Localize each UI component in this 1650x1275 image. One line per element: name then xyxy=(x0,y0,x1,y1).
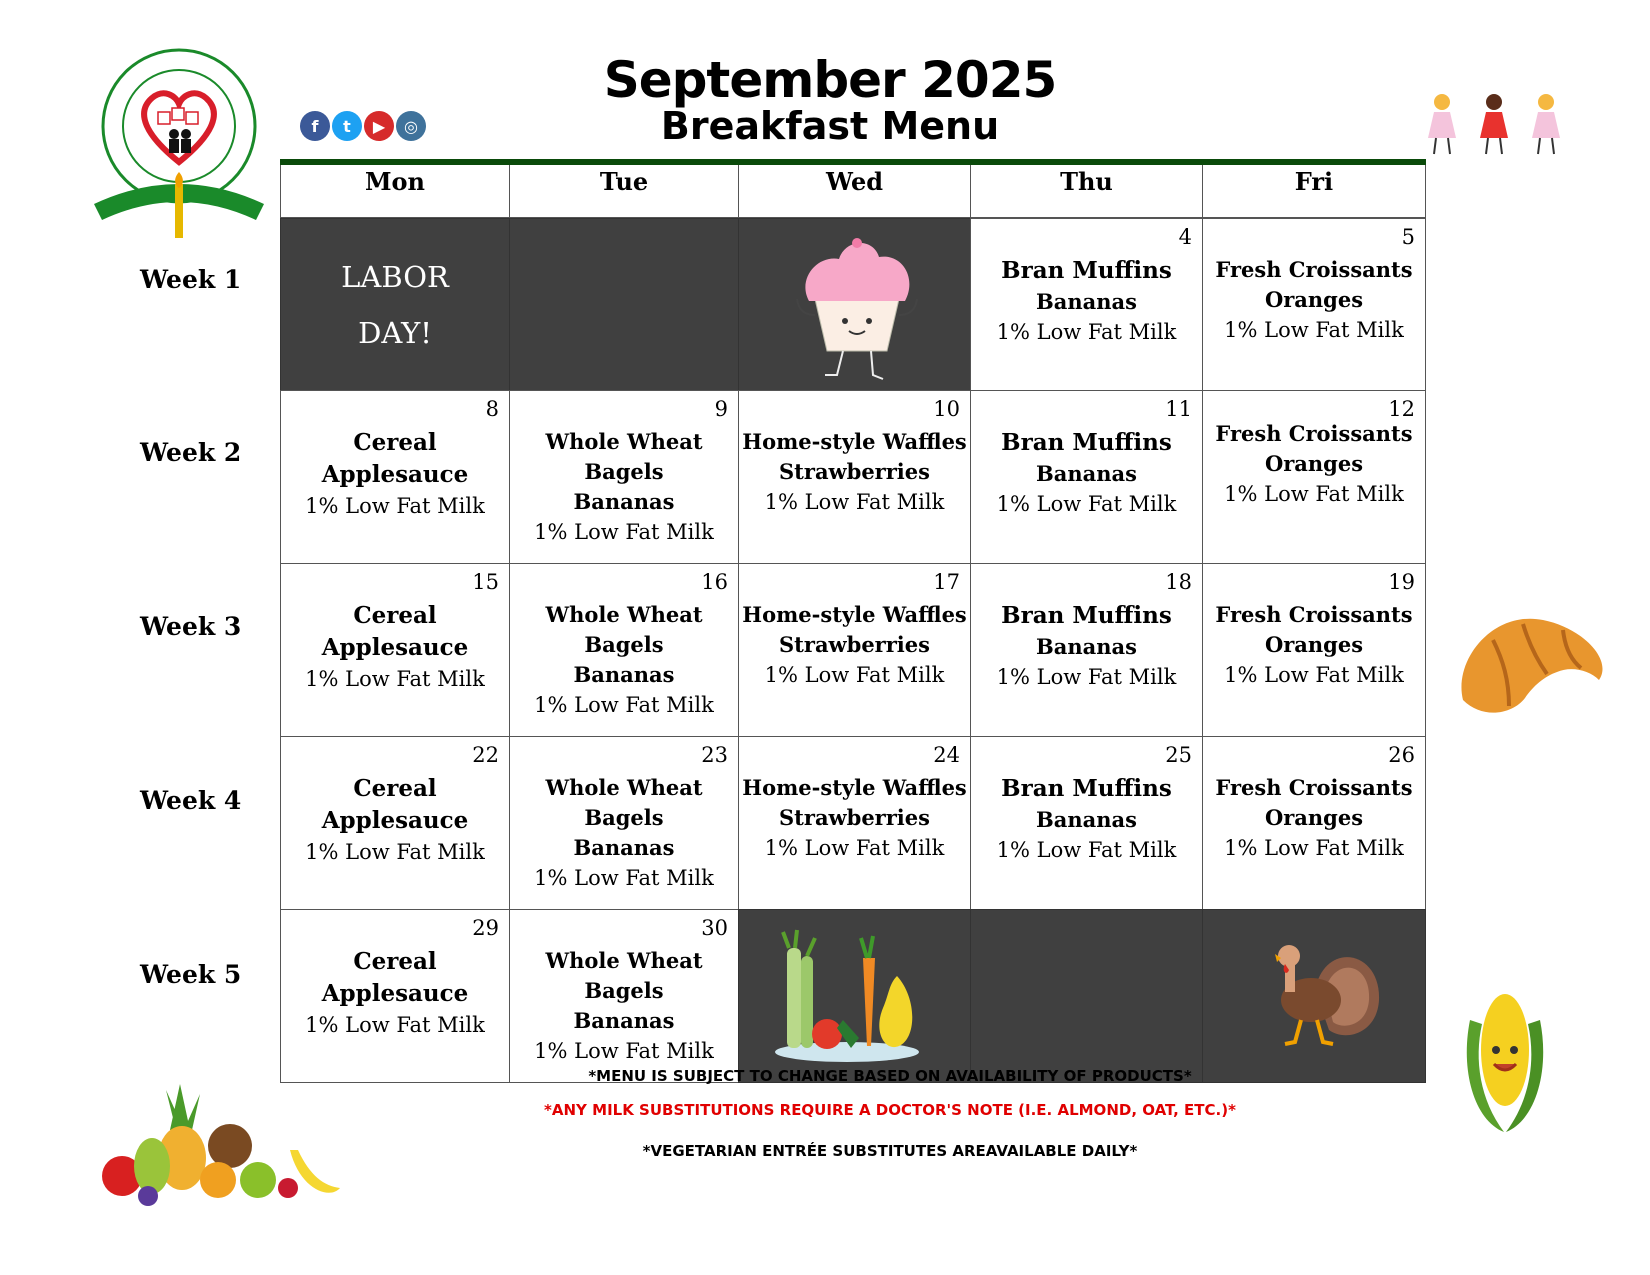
menu-entree: Fresh Croissants xyxy=(1215,421,1413,446)
menu-entree: Cereal xyxy=(353,429,437,456)
dancing-kids-image xyxy=(1410,88,1580,164)
menu-entree: Bran Muffins xyxy=(1001,257,1172,284)
cell-tue-30 xyxy=(509,909,739,1083)
menu-fruit: Bananas xyxy=(1036,289,1137,314)
menu-milk: 1% Low Fat Milk xyxy=(1224,318,1404,342)
page-title: September 2025 xyxy=(603,51,1057,109)
menu-entree: Fresh Croissants xyxy=(1215,775,1413,800)
date-number: 15 xyxy=(472,570,499,594)
week-label-4: Week 4 xyxy=(140,786,242,815)
corn-image xyxy=(1460,980,1550,1144)
date-number: 23 xyxy=(701,743,728,767)
menu-fruit: Applesauce xyxy=(321,461,469,488)
menu-milk: 1% Low Fat Milk xyxy=(305,1013,485,1037)
menu-fruit: Oranges xyxy=(1264,632,1364,657)
menu-entree: Whole Wheat Bagels xyxy=(545,602,703,657)
menu-entree: Cereal xyxy=(353,602,437,629)
date-number: 18 xyxy=(1165,570,1192,594)
menu-fruit: Bananas xyxy=(573,489,675,514)
header-wed: Wed xyxy=(738,165,971,218)
cell-labor-day xyxy=(280,218,510,391)
cell-tue-23 xyxy=(509,736,739,910)
cell-fri-12 xyxy=(1202,390,1426,564)
week-label-5: Week 5 xyxy=(140,960,242,989)
menu-milk: 1% Low Fat Milk xyxy=(534,693,714,717)
menu-entree: Home-style Waffles xyxy=(742,429,967,454)
menu-milk: 1% Low Fat Milk xyxy=(1224,663,1404,687)
menu-fruit: Strawberries xyxy=(779,805,930,830)
date-number: 19 xyxy=(1388,570,1415,594)
page-subtitle: Breakfast Menu xyxy=(660,104,1000,148)
menu-milk: 1% Low Fat Milk xyxy=(534,1039,714,1063)
menu-fruit: Applesauce xyxy=(321,634,469,661)
menu-entree: Bran Muffins xyxy=(1001,602,1172,629)
cell-thu-18 xyxy=(970,563,1203,737)
cell-vegetables xyxy=(738,909,971,1083)
menu-fruit: Bananas xyxy=(1036,461,1137,486)
menu-milk: 1% Low Fat Milk xyxy=(996,838,1177,862)
menu-entree: Cereal xyxy=(353,948,437,975)
menu-entree: Bran Muffins xyxy=(1001,775,1172,802)
menu-entree: Fresh Croissants xyxy=(1215,257,1413,282)
week-label-3: Week 3 xyxy=(140,612,242,641)
menu-fruit: Applesauce xyxy=(321,980,469,1007)
date-number: 11 xyxy=(1165,397,1192,421)
cell-mon-29 xyxy=(280,909,510,1083)
menu-milk: 1% Low Fat Milk xyxy=(764,663,945,687)
menu-entree: Cereal xyxy=(353,775,437,802)
cell-turkey xyxy=(1202,909,1426,1083)
menu-fruit: Bananas xyxy=(1036,634,1137,659)
date-number: 30 xyxy=(701,916,728,940)
cell-thu-4 xyxy=(970,218,1203,391)
menu-fruit: Bananas xyxy=(573,1008,675,1033)
menu-entree: Home-style Waffles xyxy=(742,602,967,627)
date-number: 10 xyxy=(933,397,960,421)
facebook-icon[interactable]: f xyxy=(300,111,330,141)
menu-entree: Whole Wheat Bagels xyxy=(545,948,703,1003)
fruits-image xyxy=(100,1080,340,1214)
date-number: 17 xyxy=(933,570,960,594)
menu-fruit: Applesauce xyxy=(321,807,469,834)
cell-fri-19 xyxy=(1202,563,1426,737)
menu-entree: Home-style Waffles xyxy=(742,775,967,800)
date-number: 24 xyxy=(933,743,960,767)
cell-cupcake xyxy=(738,218,971,391)
note-menu-change: *MENU IS SUBJECT TO CHANGE BASED ON AVAILABILITY OF PRODUCTS* xyxy=(588,1067,1192,1085)
holiday-label: LABOR xyxy=(341,260,449,294)
date-number: 25 xyxy=(1165,743,1192,767)
menu-milk: 1% Low Fat Milk xyxy=(996,665,1177,689)
cell-empty xyxy=(970,909,1203,1083)
menu-milk: 1% Low Fat Milk xyxy=(996,320,1177,344)
cupcake-image xyxy=(787,229,927,385)
cell-mon-22 xyxy=(280,736,510,910)
date-number: 29 xyxy=(472,916,499,940)
header-mon: Mon xyxy=(280,165,510,218)
menu-entree: Bran Muffins xyxy=(1001,429,1172,456)
cell-fri-5 xyxy=(1202,218,1426,391)
date-number: 4 xyxy=(1178,225,1192,249)
menu-milk: 1% Low Fat Milk xyxy=(534,866,714,890)
turkey-image xyxy=(1255,930,1385,1050)
menu-milk: 1% Low Fat Milk xyxy=(996,492,1177,516)
note-vegetarian: *VEGETARIAN ENTRÉE SUBSTITUTES AREAVAILABLE DAILY* xyxy=(642,1142,1138,1160)
menu-fruit: Strawberries xyxy=(779,632,930,657)
cell-mon-8 xyxy=(280,390,510,564)
cell-wed-24 xyxy=(738,736,971,910)
cell-tue-9 xyxy=(509,390,739,564)
menu-milk: 1% Low Fat Milk xyxy=(764,490,945,514)
menu-milk: 1% Low Fat Milk xyxy=(305,840,485,864)
menu-fruit: Strawberries xyxy=(779,459,930,484)
school-logo xyxy=(84,34,274,240)
header-fri: Fri xyxy=(1202,165,1426,218)
cell-thu-11 xyxy=(970,390,1203,564)
cell-tue-16 xyxy=(509,563,739,737)
social-icons xyxy=(300,111,426,143)
cell-thu-25 xyxy=(970,736,1203,910)
week-label-2: Week 2 xyxy=(140,438,242,467)
cell-empty xyxy=(509,218,739,391)
vegetables-image xyxy=(767,928,927,1068)
date-number: 22 xyxy=(472,743,499,767)
croissant-image xyxy=(1453,590,1613,734)
menu-milk: 1% Low Fat Milk xyxy=(305,667,485,691)
cell-mon-15 xyxy=(280,563,510,737)
menu-fruit: Oranges xyxy=(1264,805,1364,830)
holiday-label: DAY! xyxy=(358,316,432,350)
youtube-icon[interactable]: ▶ xyxy=(364,111,394,141)
menu-milk: 1% Low Fat Milk xyxy=(534,520,714,544)
menu-milk: 1% Low Fat Milk xyxy=(305,494,485,518)
cell-wed-17 xyxy=(738,563,971,737)
menu-milk: 1% Low Fat Milk xyxy=(1224,482,1404,506)
date-number: 9 xyxy=(714,397,728,421)
header-thu: Thu xyxy=(970,165,1203,218)
menu-fruit: Bananas xyxy=(573,662,675,687)
twitter-icon[interactable]: t xyxy=(332,111,362,141)
menu-milk: 1% Low Fat Milk xyxy=(764,836,945,860)
date-number: 5 xyxy=(1401,225,1415,249)
menu-entree: Whole Wheat Bagels xyxy=(545,429,703,484)
week-label-1: Week 1 xyxy=(140,265,242,294)
menu-milk: 1% Low Fat Milk xyxy=(1224,836,1404,860)
date-number: 26 xyxy=(1388,743,1415,767)
menu-entree: Whole Wheat Bagels xyxy=(545,775,703,830)
instagram-icon[interactable]: ◎ xyxy=(396,111,426,141)
date-number: 16 xyxy=(701,570,728,594)
menu-fruit: Oranges xyxy=(1264,287,1364,312)
date-number: 12 xyxy=(1388,397,1415,421)
header-tue: Tue xyxy=(509,165,739,218)
cell-wed-10 xyxy=(738,390,971,564)
menu-entree: Fresh Croissants xyxy=(1215,602,1413,627)
cell-fri-26 xyxy=(1202,736,1426,910)
date-number: 8 xyxy=(485,397,499,421)
menu-fruit: Oranges xyxy=(1264,451,1364,476)
menu-fruit: Bananas xyxy=(1036,807,1137,832)
note-milk-substitution: *ANY MILK SUBSTITUTIONS REQUIRE A DOCTOR'S NOTE (I.E. ALMOND, OAT, ETC.)* xyxy=(544,1101,1236,1119)
menu-fruit: Bananas xyxy=(573,835,675,860)
